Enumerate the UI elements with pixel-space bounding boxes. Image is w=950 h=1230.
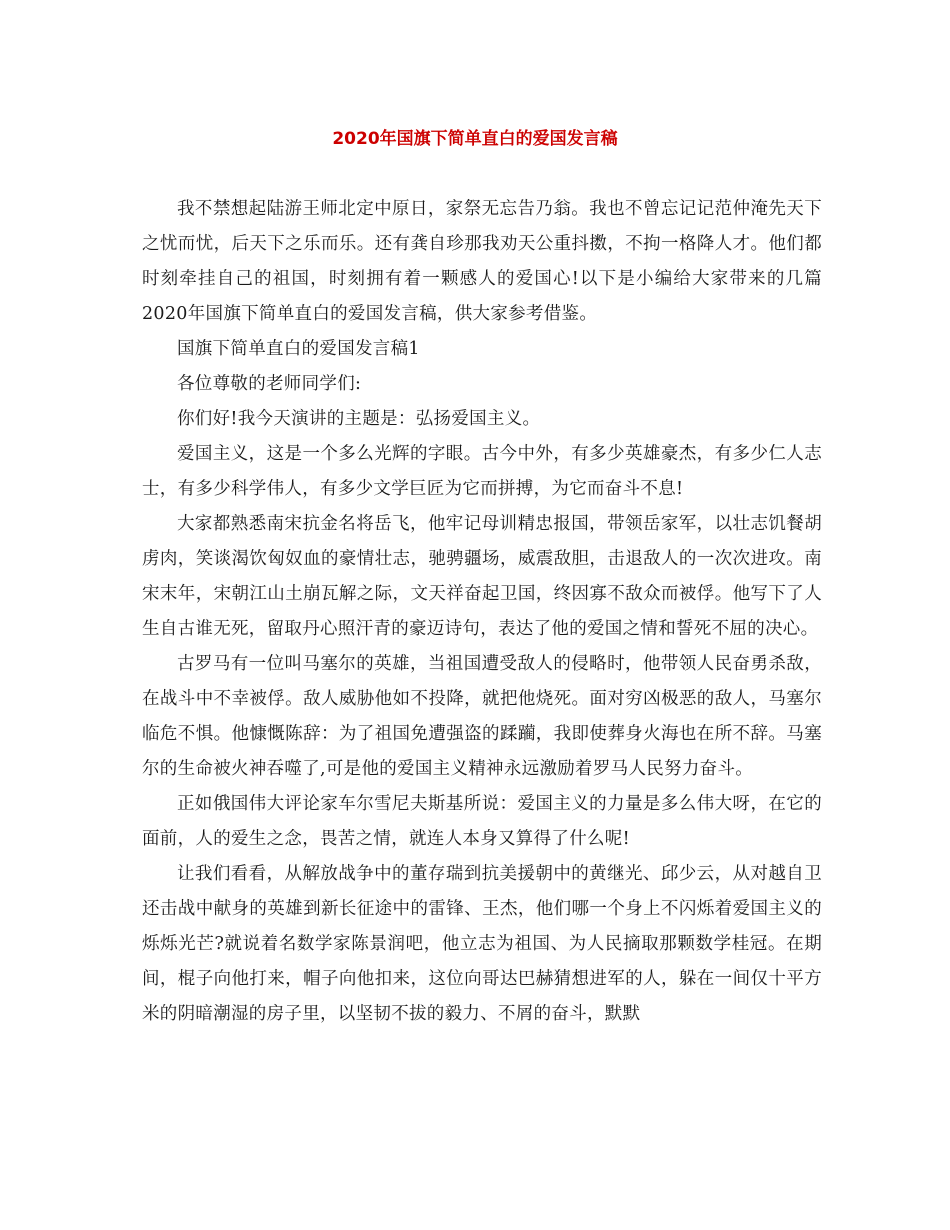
body-paragraph: 大家都熟悉南宋抗金名将岳飞，他牢记母训精忠报国，带领岳家军，以壮志饥餐胡虏肉，笑谈渴饮匈奴血的豪情壮志，驰骋疆场，威震敌胆，击退敌人的一次次进攻。南宋末年，宋朝江山土崩瓦解之际，文天祥奋起卫国，终因寡不敌众而被俘。他写下了人生自古谁无死，留取丹心照汗青的豪迈诗句，表达了他的爱国之情和誓死不屈的决心。	[142, 514, 822, 639]
document-title: 2020年国旗下简单直白的爱国发言稿	[332, 129, 618, 149]
intro-paragraph: 我不禁想起陆游王师北定中原日，家祭无忘告乃翁。我也不曾忘记记范仲淹先天下之忧而忧，后天下之乐而乐。还有龚自珍那我劝天公重抖擞，不拘一格降人才。他们都时刻牵挂自己的祖国，时刻拥有着一颗感人的爱国心!以下是小编给大家带来的几篇2020年国旗下简单直白的爱国发言稿，供大家参考借鉴。	[142, 199, 822, 324]
body-paragraph: 让我们看看，从解放战争中的董存瑞到抗美援朝中的黄继光、邱少云，从对越自卫还击战中献身的英雄到新长征途中的雷锋、王杰，他们哪一个身上不闪烁着爱国主义的烁烁光芒?就说着名数学家陈景润吧，他立志为祖国、为人民摘取那颗数学桂冠。在期间，棍子向他打来，帽子向他扣来，这位向哥达巴赫猜想进军的人，躲在一间仅十平方米的阴暗潮湿的房子里，以坚韧不拔的毅力、不屑的奋斗，默默	[142, 864, 822, 1024]
body-paragraph: 爱国主义，这是一个多么光辉的字眼。古今中外，有多少英雄豪杰，有多少仁人志士，有多少科学伟人，有多少文学巨匠为它而拼搏，为它而奋斗不息!	[142, 444, 822, 499]
speech-heading: 国旗下简单直白的爱国发言稿1	[177, 339, 420, 359]
body-paragraph: 正如俄国伟大评论家车尔雪尼夫斯基所说：爱国主义的力量是多么伟大呀，在它的面前，人的爱生之念，畏苦之情，就连人本身又算得了什么呢!	[142, 794, 822, 849]
body-paragraph: 古罗马有一位叫马塞尔的英雄，当祖国遭受敌人的侵略时，他带领人民奋勇杀敌，在战斗中不幸被俘。敌人威胁他如不投降，就把他烧死。面对穷凶极恶的敌人，马塞尔临危不惧。他慷慨陈辞：为了祖国免遭强盗的蹂躏，我即使葬身火海也在所不辞。马塞尔的生命被火神吞噬了,可是他的爱国主义精神永远激励着罗马人民努力奋斗。	[142, 654, 822, 779]
salutation: 各位尊敬的老师同学们:	[177, 374, 362, 394]
document-body	[142, 192, 822, 1032]
greeting-paragraph: 你们好!我今天演讲的主题是：弘扬爱国主义。	[177, 409, 541, 429]
